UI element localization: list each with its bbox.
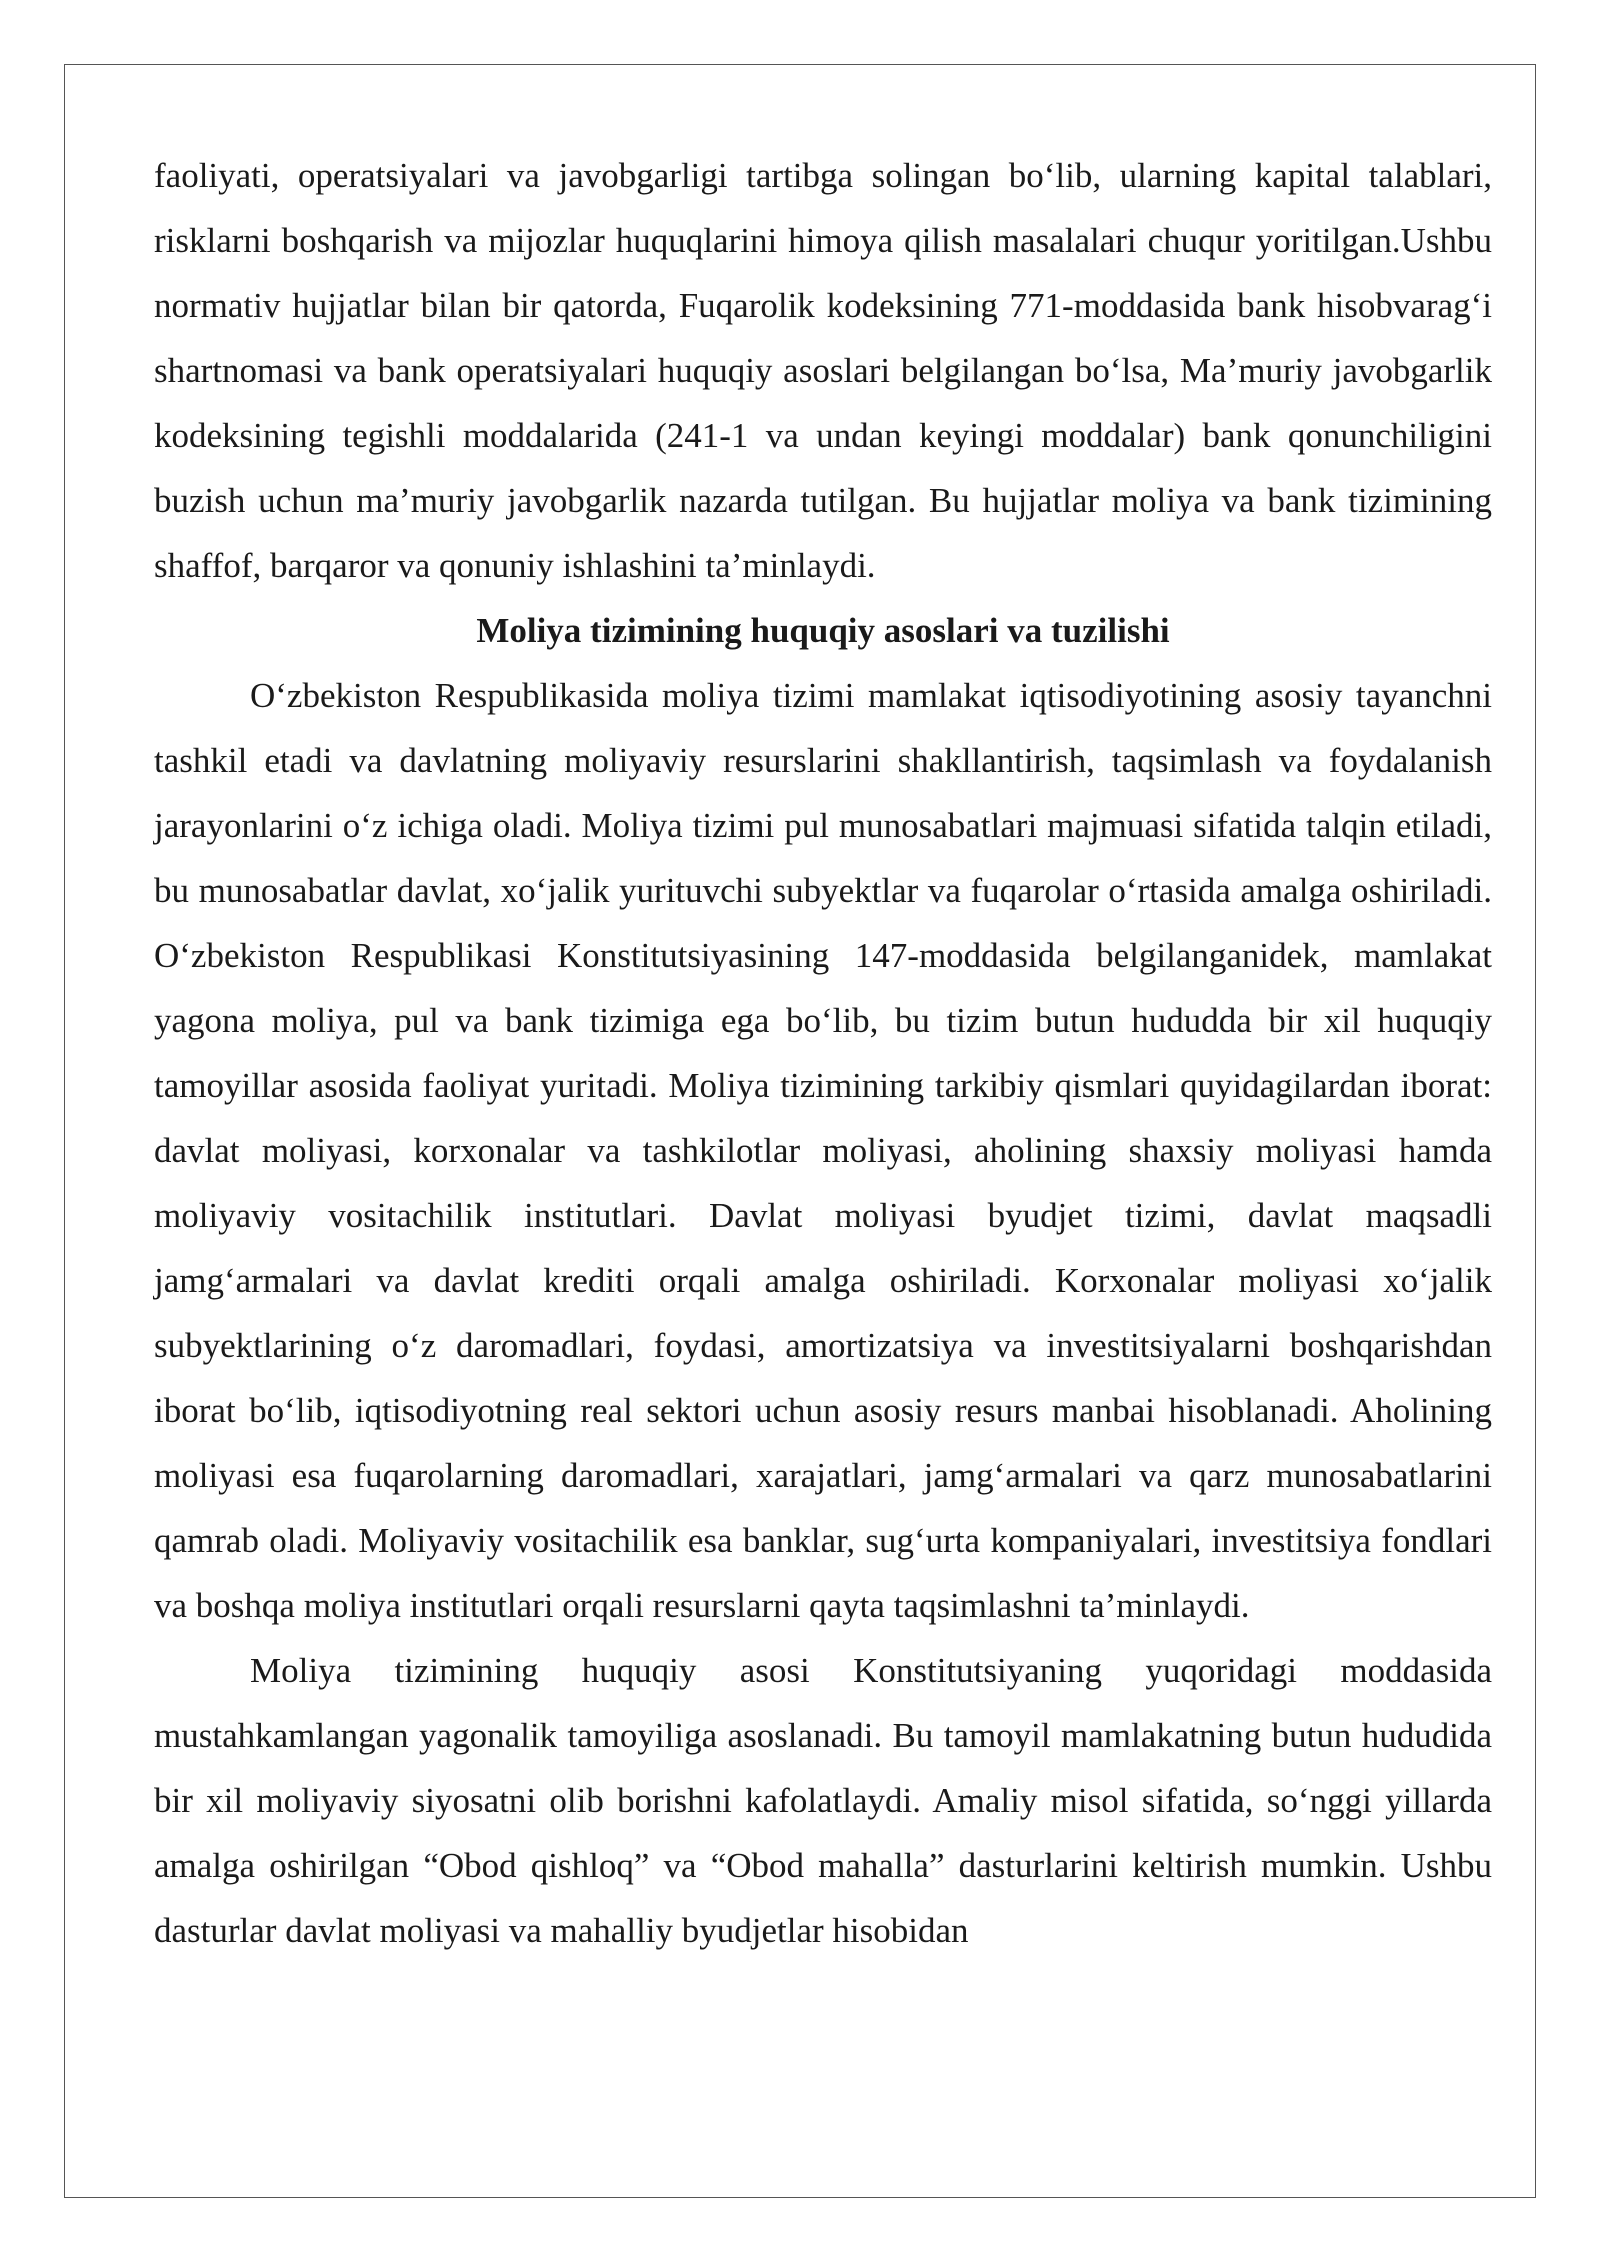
section-heading: Moliya tizimining huquqiy asoslari va tuzilishi	[476, 611, 1170, 650]
paragraph-financial-system: O‘zbekiston Respublikasida moliya tizimi mamlakat iqtisodiyotining asosiy tayanchni tashkil etadi va davlatning moliyaviy resurslarini shakllantirish, taqsimlash va foydalanish jarayonlarini o‘z ichiga oladi. Moliya tizimi pul munosabatlari majmuasi sifatida talqin etiladi, bu munosabatlar davlat, xo‘jalik yurituvchi subyektlar va fuqarolar o‘rtasida amalga oshiriladi. O‘zbekiston Respublikasi Konstitutsiyasining 147-moddasida belgilanganidek, mamlakat yagona moliya, pul va bank tizimiga ega bo‘lib, bu tizim butun hududda bir xil huquqiy tamoyillar asosida faoliyat yuritadi. Moliya tizimining tarkibiy qismlari quyidagilardan iborat: davlat moliyasi, korxonalar va tashkilotlar moliyasi, aholining shaxsiy moliyasi hamda moliyaviy vositachilik institutlari. Davlat moliyasi byudjet tizimi, davlat maqsadli jamg‘armalari va davlat krediti orqali amalga oshiriladi. Korxonalar moliyasi xo‘jalik subyektlarining o‘z daromadlari, foydasi, amortizatsiya va investitsiyalarni boshqarishdan iborat bo‘lib, iqtisodiyotning real sektori uchun asosiy resurs manbai hisoblanadi. Aholining moliyasi esa fuqarolarning daromadlari, xarajatlari, jamg‘armalari va qarz munosabatlarini qamrab oladi. Moliyaviy vositachilik esa banklar, sug‘urta kompaniyalari, investitsiya fondlari va boshqa moliya institutlari orqali resurslarni qayta taqsimlashni ta’minlaydi.	[154, 676, 1492, 1625]
paragraph-continued: faoliyati, operatsiyalari va javobgarligi tartibga solingan bo‘lib, ularning kapital talablari, risklarni boshqarish va mijozlar huquqlarini himoya qilish masalalari chuqur yoritilgan.Ushbu normativ hujjatlar bilan bir qatorda, Fuqarolik kodeksining 771-moddasida bank hisobvarag‘i shartnomasi va bank operatsiyalari huquqiy asoslari belgilangan bo‘lsa, Ma’muriy javobgarlik kodeksining tegishli moddalarida (241-1 va undan keyingi moddalar) bank qonunchiligini buzish uchun ma’muriy javobgarlik nazarda tutilgan. Bu hujjatlar moliya va bank tizimining shaffof, barqaror va qonuniy ishlashini ta’minlaydi.	[154, 156, 1492, 585]
paragraph-legal-basis: Moliya tizimining huquqiy asosi Konstitutsiyaning yuqoridagi moddasida mustahkamlangan yagonalik tamoyiliga asoslanadi. Bu tamoyil mamlakatning butun hududida bir xil moliyaviy siyosatni olib borishni kafolatlaydi. Amaliy misol sifatida, so‘nggi yillarda amalga oshirilgan “Obod qishloq” va “Obod mahalla” dasturlarini keltirish mumkin. Ushbu dasturlar davlat moliyasi va mahalliy byudjetlar hisobidan	[154, 1651, 1492, 1950]
document-body	[154, 143, 1492, 1963]
